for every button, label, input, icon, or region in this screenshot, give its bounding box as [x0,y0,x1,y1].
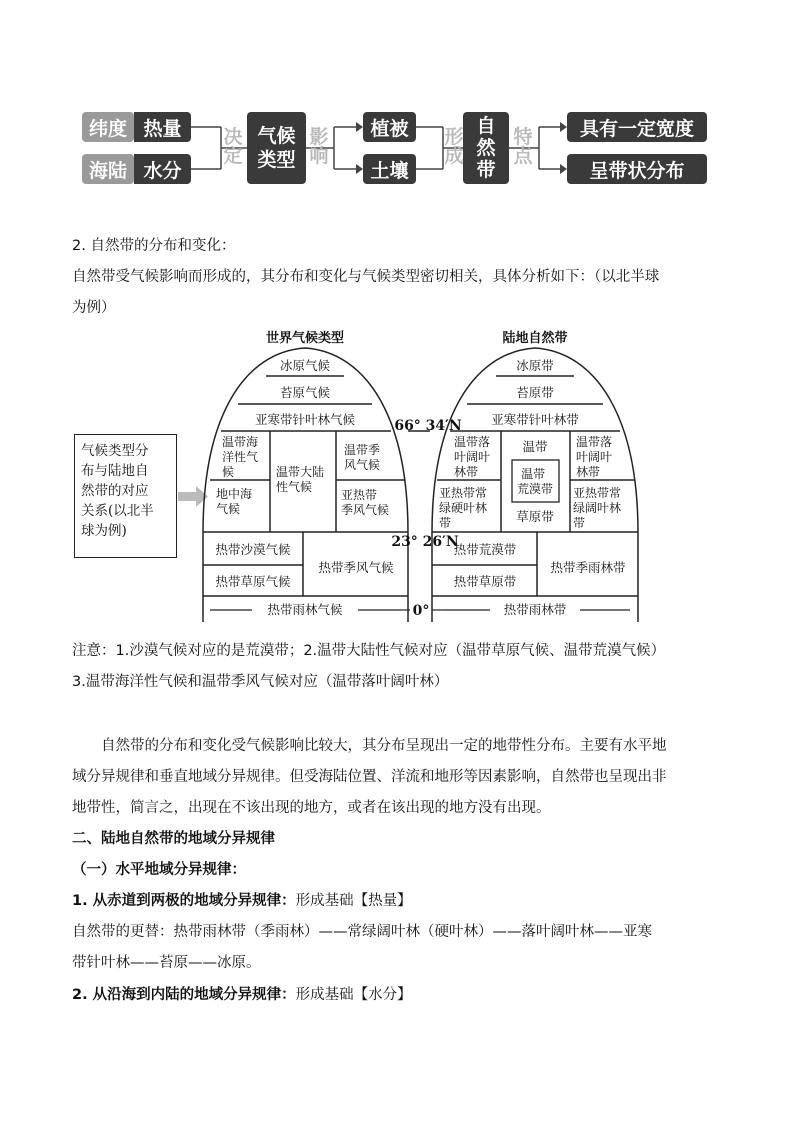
right-temp-desert-zone: 温带 荒漠带 [516,467,554,496]
note-line1: 注意：1.沙漠气候对应的是荒漠带；2.温带大陆性气候对应（温带草原气候、温带荒漠气候） [72,643,666,659]
left-trop-savanna-climate: 热带草原气候 [215,574,291,589]
zone-diagram [0,320,794,630]
left-tundra-climate: 苔原气候 [279,385,331,400]
left-mediterranean-climate: 地中海 气候 [216,487,253,516]
section2-heading: 2. 自然带的分布和变化： [72,238,236,254]
latitude-box: 纬度 [82,112,134,142]
left-title: 世界气候类型 [265,331,345,346]
right-sclerophyll-zone: 亚热带常 绿硬叶林 带 [439,486,488,530]
right-taiga-zone: 亚寒带针叶林带 [491,412,579,427]
right-temperate-label: 温带 [522,439,548,454]
subsection-title: （一）水平地域分异规律： [72,862,246,878]
climate-type-box: 气候 类型 [247,112,306,184]
section2-intro-line2: 为例） [72,300,116,316]
left-temp-continental-climate: 温带大陆 性气候 [276,465,325,494]
rule1-desc1: 自然带的更替：热带雨林带（季雨林）——常绿阔叶林（硬叶林）——落叶阔叶林——亚寒 [72,924,652,940]
right-trop-monsoon-forest: 热带季雨林带 [550,560,626,575]
paragraph-line2: 域分异规律和垂直地域分异规律。但受海陆位置、洋流和地形等因素影响，自然带也呈现出非 [72,769,667,785]
right-trop-desert-zone: 热带荒漠带 [453,542,517,557]
rule1-label: 1. 从赤道到两极的地域分异规律： [72,893,296,909]
left-subarctic-climate: 亚寒带针叶林气候 [254,412,356,427]
section2-intro-line1: 自然带受气候影响而形成的，其分布和变化与气候类型密切相关，具体分析如下：（以北半球 [72,269,660,285]
rule2-text: 形成基础【水分】 [295,987,412,1003]
note-line2: 3.温带海洋性气候和温带季风气候对应（温带落叶阔叶林） [72,674,449,690]
correspondence-box: 气候类型分 布与陆地自 然带的对应 关系(以北半 球为例) [74,434,177,558]
rule2-line [72,985,412,1005]
left-trop-desert-climate: 热带沙漠气候 [215,542,291,557]
right-title: 陆地自然带 [502,331,568,346]
rule2-label: 2. 从沿海到内陆的地域分异规律： [72,987,296,1003]
land-sea-box: 海陆 [82,154,134,184]
form-label: 形 成 [444,126,464,167]
right-ice-zone: 冰原带 [516,358,554,373]
right-evergreen-zone: 亚热带常 绿阔叶林 带 [573,486,622,530]
left-trop-monsoon-climate: 热带季风气候 [318,560,394,575]
width-box: 具有一定宽度 [567,112,707,142]
natural-zone-box: 自 然 带 [463,112,509,184]
rule1-text: 形成基础【热量】 [295,893,412,909]
paragraph-line1: 自然带的分布和变化受气候影响比较大，其分布呈现出一定的地带性分布。主要有水平地 [72,738,667,754]
feature-label: 特 点 [513,126,533,167]
soil-box: 土壤 [363,154,416,184]
right-tundra-zone: 苔原带 [516,385,554,400]
belt-box: 呈带状分布 [567,154,707,184]
lat-tropic: 23° 26′N [391,534,459,550]
right-trop-savanna-zone: 热带草原带 [453,574,517,589]
decide-label: 决 定 [223,126,243,167]
heat-box: 热量 [134,112,191,142]
paragraph-line3: 地带性，简言之，出现在不该出现的地方，或者在该出现的地方没有出现。 [72,800,551,816]
lat-equator: 0° [412,603,430,619]
rule1-line [72,891,412,911]
left-subtrop-monsoon-climate: 亚热带 季风气候 [341,488,390,517]
section-title: 二、陆地自然带的地域分异规律 [72,831,275,847]
left-ice-climate: 冰原气候 [279,358,331,373]
right-temp-decid-left: 温带落 叶阔叶 林带 [454,435,491,479]
right-steppe-zone: 草原带 [516,509,554,524]
left-temp-monsoon-climate: 温带季 风气候 [344,443,381,472]
right-trop-rainforest-zone: 热带雨林带 [503,602,567,617]
vegetation-box: 植被 [363,112,416,142]
right-temp-decid-right: 温带落 叶阔叶 林带 [576,435,613,479]
left-temp-marine-climate: 温带海 洋性气 候 [222,435,259,479]
rule1-desc2: 带针叶林——苔原——冰原。 [72,955,261,971]
lat-arctic-circle: 66° 34′N [394,418,462,434]
left-trop-rainforest-climate: 热带雨林气候 [267,602,343,617]
water-box: 水分 [134,154,191,184]
influence-label: 影 响 [309,126,329,167]
